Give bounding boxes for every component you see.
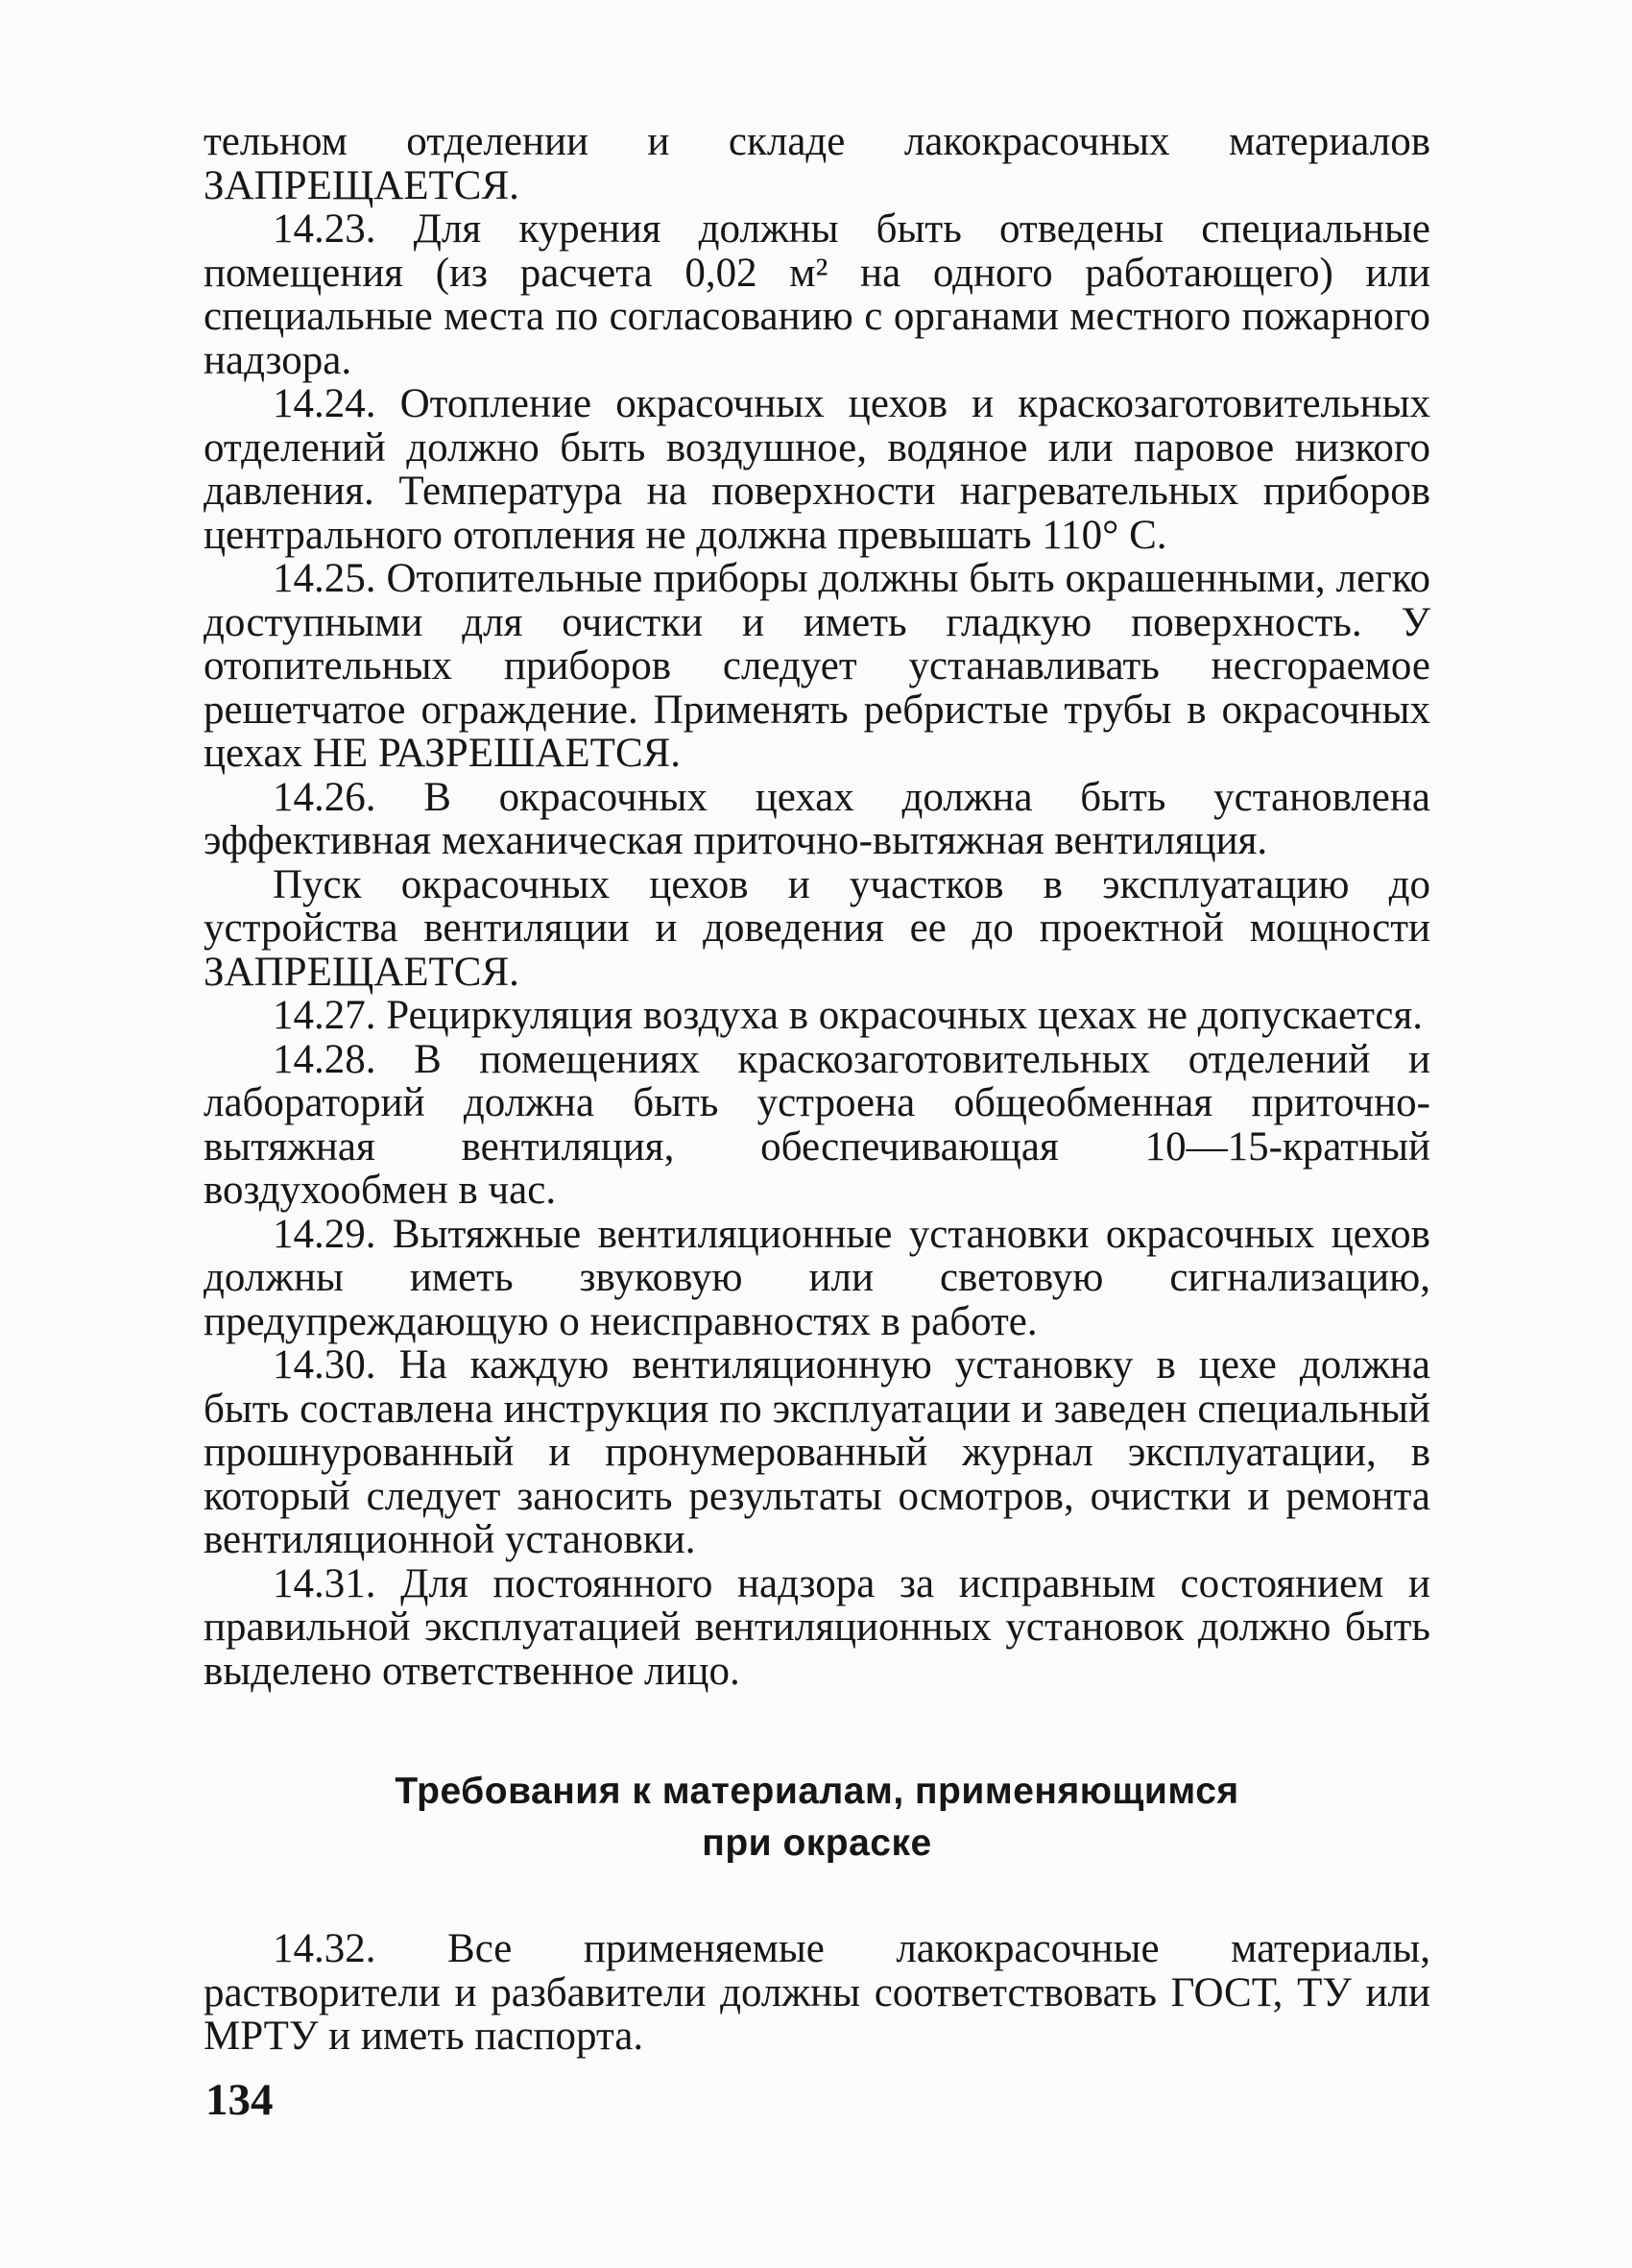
paragraph-14-28: 14.28. В помещениях краскозаготовительных отделений и лабораторий должна быть устроена общеобменная приточно-вытяжная вентиляция, обеспечивающая 10—15-кратный воздухообмен в час. — [204, 1036, 1430, 1213]
paragraph-14-32: 14.32. Все применяемые лакокрасочные материалы, растворители и разбавители должны соответствовать ГОСТ, ТУ или МРТУ и иметь паспорта. — [204, 1926, 1430, 2059]
paragraph-14-31: 14.31. Для постоянного надзора за исправным состоянием и правильной эксплуатацией вентиляционных установок должно быть выделено ответственное лицо. — [204, 1560, 1430, 1694]
page-number: 134 — [205, 2075, 274, 2125]
paragraph-continuation: тельном отделении и складе лакокрасочных материалов ЗАПРЕЩАЕТСЯ. — [204, 119, 1430, 208]
paragraph-14-24: 14.24. Отопление окрасочных цехов и краскозаготовительных отделений должно быть воздушное, водяное или паровое низкого давления. Температура на поверхности нагревательных приборов центрального отопления не должна превышать 110° С. — [204, 381, 1430, 558]
section-heading-line-2: при окраске — [702, 1822, 932, 1864]
paragraph-startup-prohibition: Пуск окрасочных цехов и участков в эксплуатацию до устройства вентиляции и доведения ее до проектной мощности ЗАПРЕЩАЕТСЯ. — [204, 861, 1430, 995]
paragraph-14-23: 14.23. Для курения должны быть отведены специальные помещения (из расчета 0,02 м² на одного работающего) или специальные места по согласованию с органами местного пожарного надзора. — [204, 206, 1430, 383]
section-heading — [204, 1766, 1430, 1870]
paragraph-14-29: 14.29. Вытяжные вентиляционные установки окрасочных цехов должны иметь звуковую или световую сигнализацию, предупреждающую о неисправностях в работе. — [204, 1211, 1430, 1344]
paragraph-14-27: 14.27. Рециркуляция воздуха в окрасочных цехах не допускается. — [273, 993, 1423, 1038]
paragraph-14-25: 14.25. Отопительные приборы должны быть окрашенными, легко доступными для очистки и иметь гладкую поверхность. У отопительных приборов следует устанавливать несгораемое решетчатое ограждение. Применять ребристые трубы в окрасочных цехах НЕ РАЗРЕШАЕТСЯ. — [204, 556, 1430, 776]
body-text — [204, 120, 1430, 2059]
paragraph-14-26: 14.26. В окрасочных цехах должна быть установлена эффективная механическая приточно-вытяжная вентиляция. — [204, 774, 1430, 863]
section-heading-line-1: Требования к материалам, применяющимся — [395, 1771, 1239, 1812]
paragraph-14-30: 14.30. На каждую вентиляционную установку в цехе должна быть составлена инструкция по эксплуатации и заведен специальный прошнурованный и пронумерованный журнал эксплуатации, в который следует заносить результаты осмотров, очистки и ремонта вентиляционной установки. — [204, 1342, 1430, 1562]
